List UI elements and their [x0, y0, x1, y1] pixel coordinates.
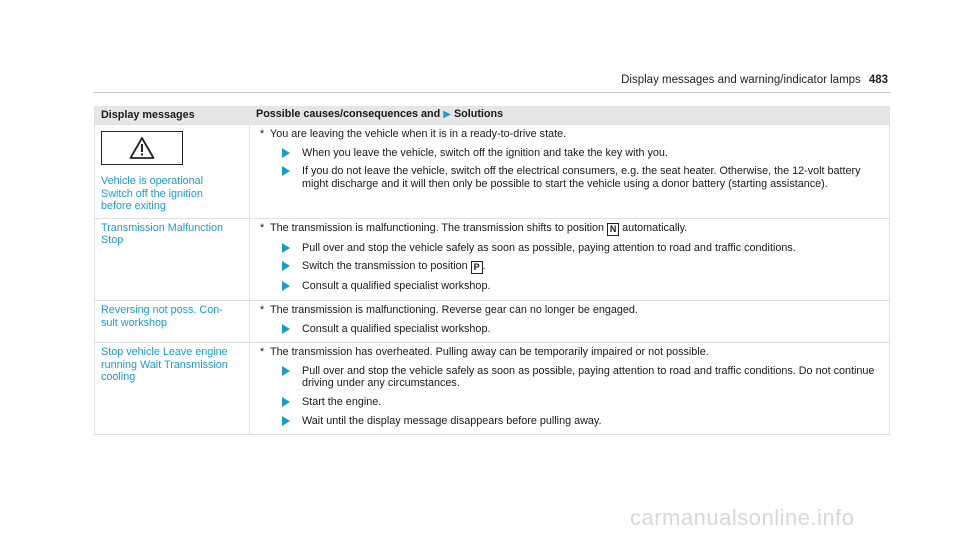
- warning-triangle-icon: [101, 131, 183, 165]
- step-arrow-icon: [282, 366, 290, 376]
- step-text: Start the engine.: [302, 395, 382, 408]
- gear-n-glyph: N: [607, 223, 619, 236]
- cause-item: [256, 346, 883, 359]
- step-arrow-icon: [282, 148, 290, 158]
- message-cell: [95, 343, 250, 435]
- step-arrow-icon: [282, 324, 290, 334]
- solution-step: [282, 242, 883, 255]
- cause-text: The transmission has overheated. Pulling away can be temporarily impaired or not possible.: [270, 346, 709, 359]
- col-header-causes-label: Possible causes/consequences and: [256, 108, 441, 121]
- step-text: Pull over and stop the vehicle safely as soon as possible, paying attention to road and traffic conditions.: [302, 241, 796, 254]
- step-text: Consult a qualified specialist workshop.: [302, 280, 491, 293]
- step-text: Pull over and stop the vehicle safely as soon as possible, paying attention to road and traffic conditions. Do not continue driving under any circumstances.: [302, 364, 875, 390]
- gear-p-glyph: P: [471, 261, 483, 274]
- solutions-arrow-icon: ▶: [443, 109, 451, 121]
- message-text: Reversing not poss. Con- sult workshop: [101, 303, 223, 329]
- cause-marker: *: [260, 128, 265, 140]
- watermark: carmanualsonline.info: [630, 505, 855, 530]
- header-divider: [94, 92, 890, 93]
- step-arrow-icon: [282, 281, 290, 291]
- message-text: Vehicle is operational Switch off the ignition before exiting: [101, 175, 204, 213]
- col-header-causes: [250, 106, 890, 125]
- solution-step: [282, 260, 883, 274]
- solution-step: [282, 415, 883, 428]
- solution-step: [282, 396, 883, 409]
- cause-text: The transmission is malfunctioning. The transmission shifts to position: [270, 221, 605, 234]
- display-messages-table: [94, 106, 890, 435]
- running-header: [621, 74, 888, 86]
- step-arrow-icon: [282, 166, 290, 176]
- cause-text: You are leaving the vehicle when it is in a ready-to-drive state.: [270, 128, 567, 140]
- message-cell: [95, 300, 250, 342]
- step-arrow-icon: [282, 243, 290, 253]
- solution-step: [282, 165, 883, 190]
- step-text: When you leave the vehicle, switch off the ignition and take the key with you.: [302, 146, 668, 159]
- step-text-end: .: [482, 260, 486, 273]
- cause-item: [256, 304, 883, 317]
- table-row: [95, 343, 890, 435]
- cause-item: [256, 128, 883, 141]
- solution-step: [282, 323, 883, 336]
- table-row: [95, 300, 890, 342]
- message-cell: [95, 218, 250, 300]
- step-arrow-icon: [282, 397, 290, 407]
- table-header-row: [95, 106, 890, 125]
- cause-cell: [250, 300, 890, 342]
- solution-step: [282, 147, 883, 160]
- step-text: Wait until the display message disappears before pulling away.: [302, 414, 602, 427]
- page-number: 483: [868, 74, 888, 86]
- cause-marker: *: [260, 221, 265, 234]
- col-header-display-messages: Display messages: [95, 106, 250, 125]
- message-text: Transmission Malfunction Stop: [101, 221, 224, 247]
- col-header-solutions-label: Solutions: [453, 108, 504, 121]
- table-row: [95, 218, 890, 300]
- running-header-title: Display messages and warning/indicator lamps: [621, 74, 861, 86]
- cause-cell: [250, 218, 890, 300]
- cause-text-end: automatically.: [622, 221, 688, 234]
- step-arrow-icon: [282, 261, 290, 271]
- step-arrow-icon: [282, 416, 290, 426]
- cause-marker: *: [260, 303, 265, 316]
- table-row: [95, 125, 890, 219]
- cause-marker: *: [260, 346, 265, 359]
- cause-cell: [250, 343, 890, 435]
- solution-step: [282, 365, 883, 390]
- step-text: Switch the transmission to position: [302, 260, 468, 273]
- step-text: Consult a qualified specialist workshop.: [302, 322, 491, 335]
- cause-text: The transmission is malfunctioning. Reverse gear can no longer be engaged.: [270, 303, 638, 316]
- solution-step: [282, 280, 883, 293]
- message-text: Stop vehicle Leave engine running Wait Transmission cooling: [101, 346, 228, 384]
- cause-cell: [250, 125, 890, 219]
- cause-item: [256, 222, 883, 236]
- step-text: If you do not leave the vehicle, switch off the electrical consumers, e.g. the seat heater. Otherwise, the 12-volt battery might discharge and it will then only be possible to start the vehicle using a donor battery (starting assistance).: [302, 165, 861, 190]
- message-cell: [95, 125, 250, 219]
